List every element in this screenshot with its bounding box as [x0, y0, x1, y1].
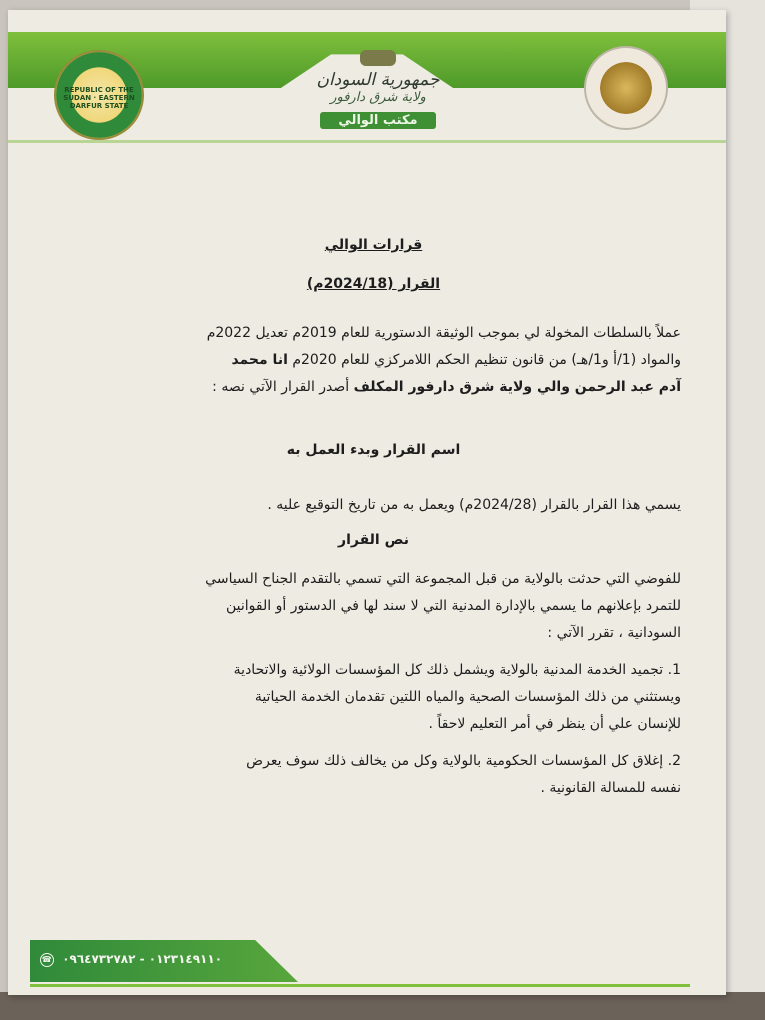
decree-item-2 [66, 748, 681, 802]
item-line: ويستثني من ذلك المؤسسات الصحية والمياه اللتين تقدمان الخدمة الحياتية [254, 689, 681, 705]
intro-line: السودانية ، تقرر الآتي : [547, 625, 681, 641]
document-title: قرارات الوالي [324, 237, 423, 253]
preamble-line: والمواد (1/أ و1/هـ) من قانون تنظيم الحكم اللامركزي للعام 2020م انا محمد [231, 352, 681, 368]
office-label: مكتب الوالي [320, 112, 435, 129]
section-title: نص القرار [338, 532, 409, 548]
item-line: نفسه للمسالة القانونية . [540, 780, 681, 796]
intro-line: للفوضي التي حدثت بالولاية من قبل المجموعة التي تسمي بالتقدم الجناح السياسي [205, 571, 681, 587]
emblem-bird-icon [600, 62, 652, 114]
phone-numbers: ٠١٢٣١٤٩١١٠ - ٠٩٦٤٧٣٢٧٨٢ [62, 952, 223, 966]
national-emblem-icon [584, 46, 668, 130]
decree-number: القرار (2024/18م) [306, 276, 441, 292]
footer-contact [40, 952, 222, 967]
state-name: ولاية شرق دارفور [330, 90, 426, 105]
item-line: 2. إغلاق كل المؤسسات الحكومية بالولاية وكل من يخالف ذلك سوف يعرض [246, 753, 681, 769]
preamble [66, 320, 681, 401]
section-text: يسمي هذا القرار بالقرار (2024/28م) ويعمل به من تاريخ التوقيع عليه . [267, 497, 681, 513]
item-line: للإنسان علي أن ينظر في أمر التعليم لاحقاً . [428, 716, 681, 732]
table-surface [0, 992, 765, 1020]
item-line: 1. تجميد الخدمة المدنية بالولاية ويشمل ذلك كل المؤسسات الولائية والاتحادية [233, 662, 681, 678]
decree-intro [66, 566, 681, 647]
state-seal-logo [54, 50, 144, 140]
phone-icon: ☎ [40, 953, 54, 967]
seal-text: REPUBLIC OF THE SUDAN · EASTERN DARFUR STATE [63, 86, 135, 110]
letterhead-page [8, 10, 726, 995]
header-title-block [308, 50, 448, 160]
republic-name: جمهورية السودان [316, 70, 440, 90]
decree-item-1 [66, 657, 681, 738]
preamble-line: آدم عبد الرحمن والي ولاية شرق دارفور المكلف أصدر القرار الآتي نصه : [212, 379, 681, 395]
footer-divider [30, 984, 690, 987]
document-body [66, 232, 681, 802]
intro-line: للتمرد بإعلانهم ما يسمي بالإدارة المدنية التي لا سند لها في الدستور أو القوانين [226, 598, 681, 614]
small-crest-icon [360, 50, 396, 66]
preamble-line: عملاً بالسلطات المخولة لي بموجب الوثيقة الدستورية للعام 2019م تعديل 2022م [206, 325, 681, 341]
section-title: اسم القرار وبدء العمل به [286, 442, 461, 458]
